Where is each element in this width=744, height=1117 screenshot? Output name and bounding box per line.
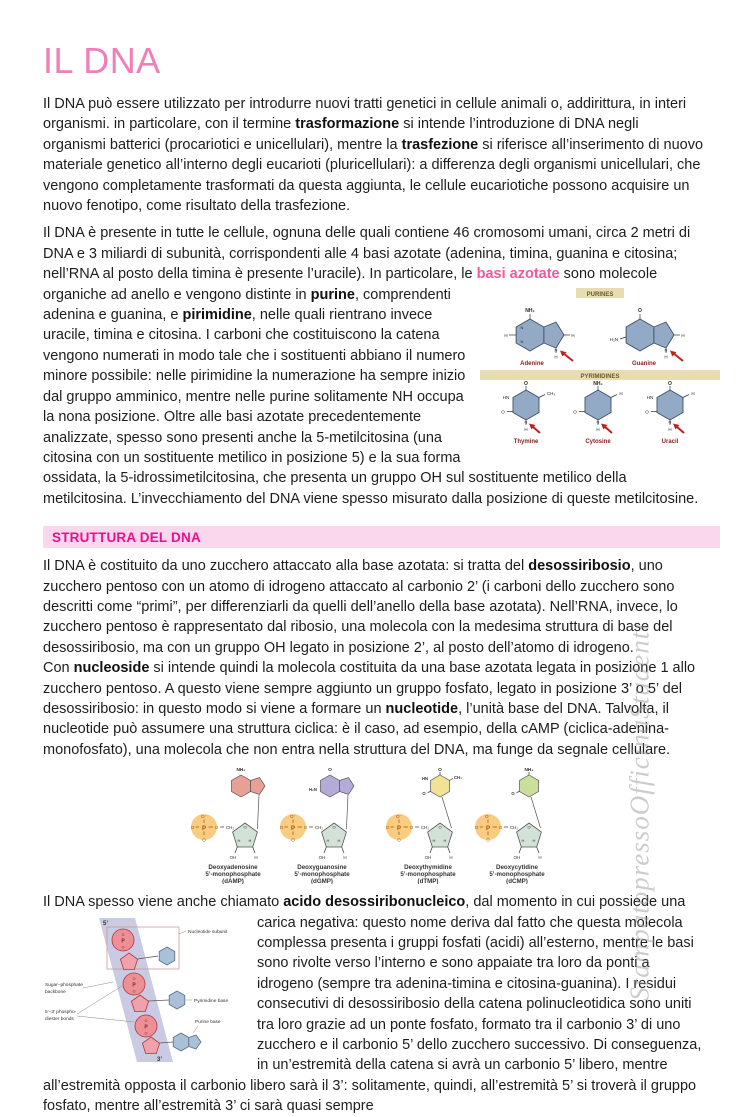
- atom-label: CH₂: [509, 825, 518, 831]
- atom-label: O⁻: [200, 814, 207, 820]
- atom-label: O: [437, 824, 442, 830]
- nucleotide-abbr: (dGMP): [310, 878, 333, 885]
- atom-label: N: [520, 324, 524, 330]
- atom-label: H: [504, 332, 508, 338]
- atom-label: O: [421, 791, 426, 797]
- atom-label: O: [485, 837, 490, 843]
- bold-term-acido-desossiribonucleico: acido desossiribonucleico: [283, 894, 466, 911]
- paragraph-struttura-1: [43, 556, 704, 658]
- atom-label: NH₂: [523, 768, 534, 774]
- text-run: sono molecole organiche ad anello e vengono: [43, 266, 658, 303]
- atom-label: O: [121, 945, 125, 950]
- atom-label: H: [253, 855, 258, 861]
- atom-label: N: [554, 347, 558, 353]
- atom-label: H: [448, 855, 453, 861]
- atom-label: N: [524, 419, 528, 425]
- atom-label: O: [526, 824, 531, 830]
- nucleotide-sub: 5’-monophosphate: [204, 871, 261, 879]
- atom-label: CH₂: [314, 825, 323, 831]
- sugar-phosphate-backbone-label-2: backbone: [45, 989, 66, 995]
- highlight-basi-azotate: basi azotate: [476, 266, 560, 283]
- atom-label: O: [331, 824, 336, 830]
- atom-label: P: [396, 826, 401, 833]
- nucleotide-name: Deoxyguanosine: [296, 864, 347, 872]
- atom-label: H: [237, 838, 240, 844]
- bold-term-pirimidine: pirimidine: [182, 307, 252, 324]
- nucleotide-dtmp-diagram: [384, 764, 470, 884]
- atom-label: P: [485, 826, 490, 833]
- base-hexagon: [231, 775, 250, 797]
- atom-label: H: [668, 426, 672, 432]
- pyrimidine-base-label: Pyrimidine base: [194, 998, 229, 1004]
- atom-label: O: [638, 307, 642, 314]
- atom-label: H: [524, 426, 528, 432]
- atom-label: O: [645, 409, 649, 415]
- pyrimidine-base-hexagon: [159, 947, 175, 965]
- text-run: Con: [43, 660, 74, 677]
- purines-label: PURINES: [586, 291, 614, 298]
- atom-label: H: [432, 838, 435, 844]
- nitrogenous-bases-diagram: [480, 287, 720, 447]
- paragraph-acido: [43, 892, 704, 1116]
- figure-nitrogenous-bases: [480, 287, 720, 447]
- atom-label: OH: [229, 855, 236, 861]
- bold-term-nucleotide: nucleotide: [385, 700, 459, 717]
- atom-label: H: [337, 838, 340, 844]
- atom-label: N: [664, 347, 668, 353]
- section-header-struttura-del-dna: STRUTTURA DEL DNA: [43, 526, 720, 548]
- thymine-label: Thymine: [513, 438, 539, 445]
- watermark: StampatopressoOfficinaStudenti: [624, 622, 655, 1001]
- atom-label: H: [521, 838, 524, 844]
- atom-label: O: [385, 825, 389, 831]
- guanine-label: Guanine: [631, 360, 657, 367]
- paragraph-intro-1: [43, 94, 704, 216]
- atom-label: O: [668, 380, 672, 387]
- nucleotide-dgmp-diagram: [278, 764, 364, 884]
- atom-label: H: [554, 354, 558, 360]
- text-run: Il DNA è costituito da uno zucchero attaccato alla base azotata: si tratta del: [43, 558, 529, 575]
- adenine-pentagon: [544, 322, 564, 348]
- atom-label: P: [132, 982, 136, 989]
- cytosine-label: Cytosine: [585, 438, 611, 445]
- atom-label: O: [132, 976, 136, 981]
- atom-label: CH₃: [546, 390, 556, 396]
- phosphodiester-bonds-label-2: diester bonds: [45, 1016, 74, 1022]
- atom-label: P: [201, 826, 206, 833]
- text-run: si intende quindi la molecola costituita da una base azotata legata in posizione 1 allo zucchero pentoso. A questo viene sempre aggiunto un gruppo fosfato, legato in posizione 3’ o 5’ del desossiribosio: in questo modo si viene a formare un: [43, 660, 696, 717]
- atom-label: H: [664, 354, 668, 360]
- atom-label: H: [571, 332, 575, 338]
- atom-label: O: [501, 409, 505, 415]
- adenine-label: Adenine: [520, 360, 544, 367]
- bold-term-purine: purine: [310, 286, 355, 303]
- purine-base-pentagon: [189, 1035, 201, 1049]
- base-hexagon: [320, 775, 339, 797]
- text-run: si riferisce all’inserimento di nuovo materiale genetico all’interno degli eucarioti (pluricellulari): a differenza degli organismi unicellulari, che vengono completamente trasformati da questa aggiunta, le cellule eucariotiche possono acquisire un nuovo fenotipo, come risultato della trasfezione.: [43, 136, 704, 215]
- base-pentagon: [339, 778, 354, 795]
- text-run: Il DNA spesso viene anche chiamato: [43, 894, 284, 911]
- atom-label: CH₂: [225, 825, 234, 831]
- atom-label: O: [303, 825, 307, 831]
- atom-label: N: [668, 419, 672, 425]
- base-hexagon: [519, 775, 538, 797]
- bold-term-trasfezione: trasfezione: [401, 136, 479, 153]
- text-run: distinte in: [245, 286, 311, 303]
- atom-label: H: [691, 390, 695, 396]
- atom-label: O: [524, 380, 528, 387]
- nucleotide-name: Deoxycytidine: [495, 864, 538, 872]
- atom-label: O: [279, 825, 283, 831]
- atom-label: OH: [513, 855, 520, 861]
- text-run: , l’unità base del DNA. Talvolta, il nucleotide può assumere una struttura ciclica: è il caso, ad esempio, della cAMP (ciclica-adenina-monofosfato), una molecola che non entra nella struttura del DNA, ma funge da segnale cellulare.: [43, 700, 671, 758]
- atom-label: P: [144, 1024, 148, 1031]
- paragraph-intro-2: [43, 223, 704, 509]
- atom-label: O: [144, 1018, 148, 1023]
- atom-label: O: [573, 409, 577, 415]
- atom-label: P: [290, 826, 295, 833]
- atom-label: CH₃: [453, 775, 462, 781]
- text-run: , nelle quali rientrano invece uracile, timina e citosina. I carboni che costituiscono la catena vengono numerati in modo tale che i sostituenti abbiano il numero minore possibile: nelle pirimidine la numerazione ha sempre inizio dal gruppo amminico, mentre nelle purine solitamente NH occupa la nona posizione. Oltre alle basi azotate precedentemente analizzate, spesso sono presenti anche la 5-metilcitosina (una citosina con un sostituente metilico in posizione 5) e la sua forma ossidata, la 5-idrossimetilcitosina, che presenta un gruppo OH sul sostituente metilico della metilcitosina. L’invecchiamento del DNA viene spesso misurato dalla posizione di queste metilcitosine.: [43, 307, 699, 507]
- nucleotide-abbr: (dCMP): [505, 878, 528, 885]
- atom-label: O: [144, 1031, 148, 1036]
- bold-term-nucleoside: nucleoside: [73, 660, 150, 677]
- paragraph-struttura-2: [43, 658, 704, 760]
- uracil-label: Uracil: [661, 438, 679, 445]
- nucleotide-damp-diagram: [189, 764, 275, 884]
- atom-label: O: [121, 932, 125, 937]
- atom-label: H: [342, 855, 347, 861]
- atom-label: O: [437, 768, 442, 774]
- nucleotide-subunit-label: Nucleotide subunit: [188, 929, 228, 935]
- atom-label: HN: [421, 776, 428, 782]
- page-title: IL DNA: [43, 40, 161, 81]
- figure-dna-backbone: [43, 916, 243, 1064]
- nucleotide-dcmp-diagram: [473, 764, 559, 884]
- text-run: si intende l’introduzione di DNA negli organismi batterici (procariotici e unicellulari), mentre la: [43, 116, 639, 153]
- pyrimidine-base-hexagon: [169, 991, 185, 1009]
- nucleotide-sub: 5’-monophosphate: [488, 871, 545, 879]
- atom-label: H: [443, 838, 446, 844]
- nucleotide-name: Deoxythymidine: [403, 864, 452, 872]
- atom-label: O: [327, 768, 332, 774]
- atom-label: O⁻: [484, 814, 491, 820]
- atom-label: O: [498, 825, 502, 831]
- atom-label: O: [474, 825, 478, 831]
- text-run: , uno zucchero pentoso con un atomo di idrogeno attaccato al carbonio 2’ (i carboni dello zucchero sono descritti come “primi”, per differenziarli da quelli dell’anello della base azotata). Nell’RNA, invece, lo zucchero pentoso è rappresentato dal ribosio, una molecola con la medesima struttura di base del desossiribosio, ma con un gruppo OH legato in posizione 2’, al posto dell’atomo di idrogeno.: [43, 558, 678, 656]
- atom-label: H: [326, 838, 329, 844]
- text-run: , dal momento in cui possiede una carica: [257, 894, 686, 931]
- atom-label: OH: [318, 855, 325, 861]
- thymine-hexagon: [513, 390, 539, 420]
- atom-label: H: [248, 838, 251, 844]
- sugar-phosphate-backbone-label: Sugar–phosphate: [45, 982, 83, 988]
- atom-label: NH₂: [235, 768, 246, 774]
- five-prime-label: 5’: [103, 920, 109, 927]
- atom-label: NH₂: [525, 307, 535, 314]
- uracil-hexagon: [657, 390, 683, 420]
- atom-label: OH: [424, 855, 431, 861]
- atom-label: O: [396, 837, 401, 843]
- atom-label: O: [510, 791, 515, 797]
- atom-label: N: [596, 419, 600, 425]
- guanine-pentagon: [654, 322, 674, 348]
- base-hexagon: [430, 775, 449, 797]
- nucleotide-name: Deoxyadenosine: [207, 864, 258, 872]
- text-run: negativa: questo nome deriva dal fatto che questa molecola complessa presenta i gruppi fosfati (acidi) all’esterno, mentre le basi sono rivolte verso l’interno e sono appaiate tra loro da ponti a idrogeno (sempre tra adenina-timina e citosina-guanina). I residui consecutivi di desossiribosio della catena polinucleotidica sono uniti tra loro grazie ad un ponte fosfato, formato tra il carbonio 3’ di uno zucchero e il carbonio 5’ dello zucchero successivo. Di conseguenza, in un’estremità della catena si avrà un carbonio 5’ libero, mentre all’estremità opposta il carbonio libero sarà il 3’: solitamente, quindi, all’estremità 5’ si troverà il gruppo fosfato, mentre all’estremità 3’ ci sarà quasi sempre: [43, 914, 702, 1115]
- atom-label: HN: [646, 394, 654, 400]
- figure-nucleotides: [43, 764, 704, 884]
- adenine-hexagon: [516, 319, 544, 351]
- three-prime-label: 3’: [157, 1056, 163, 1063]
- atom-label: O⁻: [289, 814, 296, 820]
- bold-term-desossiribosio: desossiribosio: [528, 558, 631, 575]
- atom-label: H: [532, 838, 535, 844]
- nucleotide-abbr: (dAMP): [221, 878, 244, 885]
- atom-label: O: [409, 825, 413, 831]
- atom-label: O: [190, 825, 194, 831]
- atom-label: H: [681, 332, 685, 338]
- purine-base-label: Purine base: [195, 1019, 221, 1025]
- guanine-hexagon: [626, 319, 654, 351]
- phosphodiester-bonds-label: 5’–3’ phospho-: [45, 1009, 77, 1015]
- nucleotide-sub: 5’-monophosphate: [293, 871, 350, 879]
- atom-label: NH₂: [593, 380, 603, 387]
- atom-label: O: [290, 837, 295, 843]
- bold-term-trasformazione: trasformazione: [295, 116, 400, 133]
- pyrimidines-label: PYRIMIDINES: [580, 373, 620, 380]
- atom-label: O⁻: [395, 814, 402, 820]
- text-run: Il DNA può essere utilizzato per introdurre nuovi tratti genetici in cellule animali o, addirittura, in interi organismi. in particolare, con il termine: [43, 96, 687, 133]
- atom-label: H₂N: [308, 787, 317, 793]
- nucleotide-abbr: (dTMP): [417, 878, 438, 885]
- atom-label: O: [132, 989, 136, 994]
- base-pentagon: [250, 778, 265, 795]
- atom-label: O: [214, 825, 218, 831]
- purine-base-hexagon: [173, 1033, 189, 1051]
- atom-label: O: [201, 837, 206, 843]
- atom-label: H: [537, 855, 542, 861]
- atom-label: H₂N: [609, 336, 619, 342]
- cytosine-hexagon: [585, 390, 611, 420]
- atom-label: N: [520, 338, 524, 344]
- text-run: Il DNA è presente in tutte le cellule, ognuna delle quali contiene 46 cromosomi umani, circa 2 metri di DNA e 3 miliardi di subunità, corrispondenti alle 4 basi azotate (adenina, timina, guanina e citosina; nell’RNA al posto della timina è presente l’uracile). In particolare, le: [43, 225, 691, 283]
- text-run: , comprendenti adenina e guanina, e: [43, 286, 451, 324]
- atom-label: H: [596, 426, 600, 432]
- atom-label: HN: [502, 394, 510, 400]
- atom-label: O: [242, 824, 247, 830]
- nucleotide-sub: 5’-monophosphate: [399, 871, 456, 879]
- atom-label: P: [121, 938, 125, 945]
- dna-backbone-diagram: [43, 916, 243, 1064]
- atom-label: H: [619, 390, 623, 396]
- atom-label: CH₂: [420, 825, 429, 831]
